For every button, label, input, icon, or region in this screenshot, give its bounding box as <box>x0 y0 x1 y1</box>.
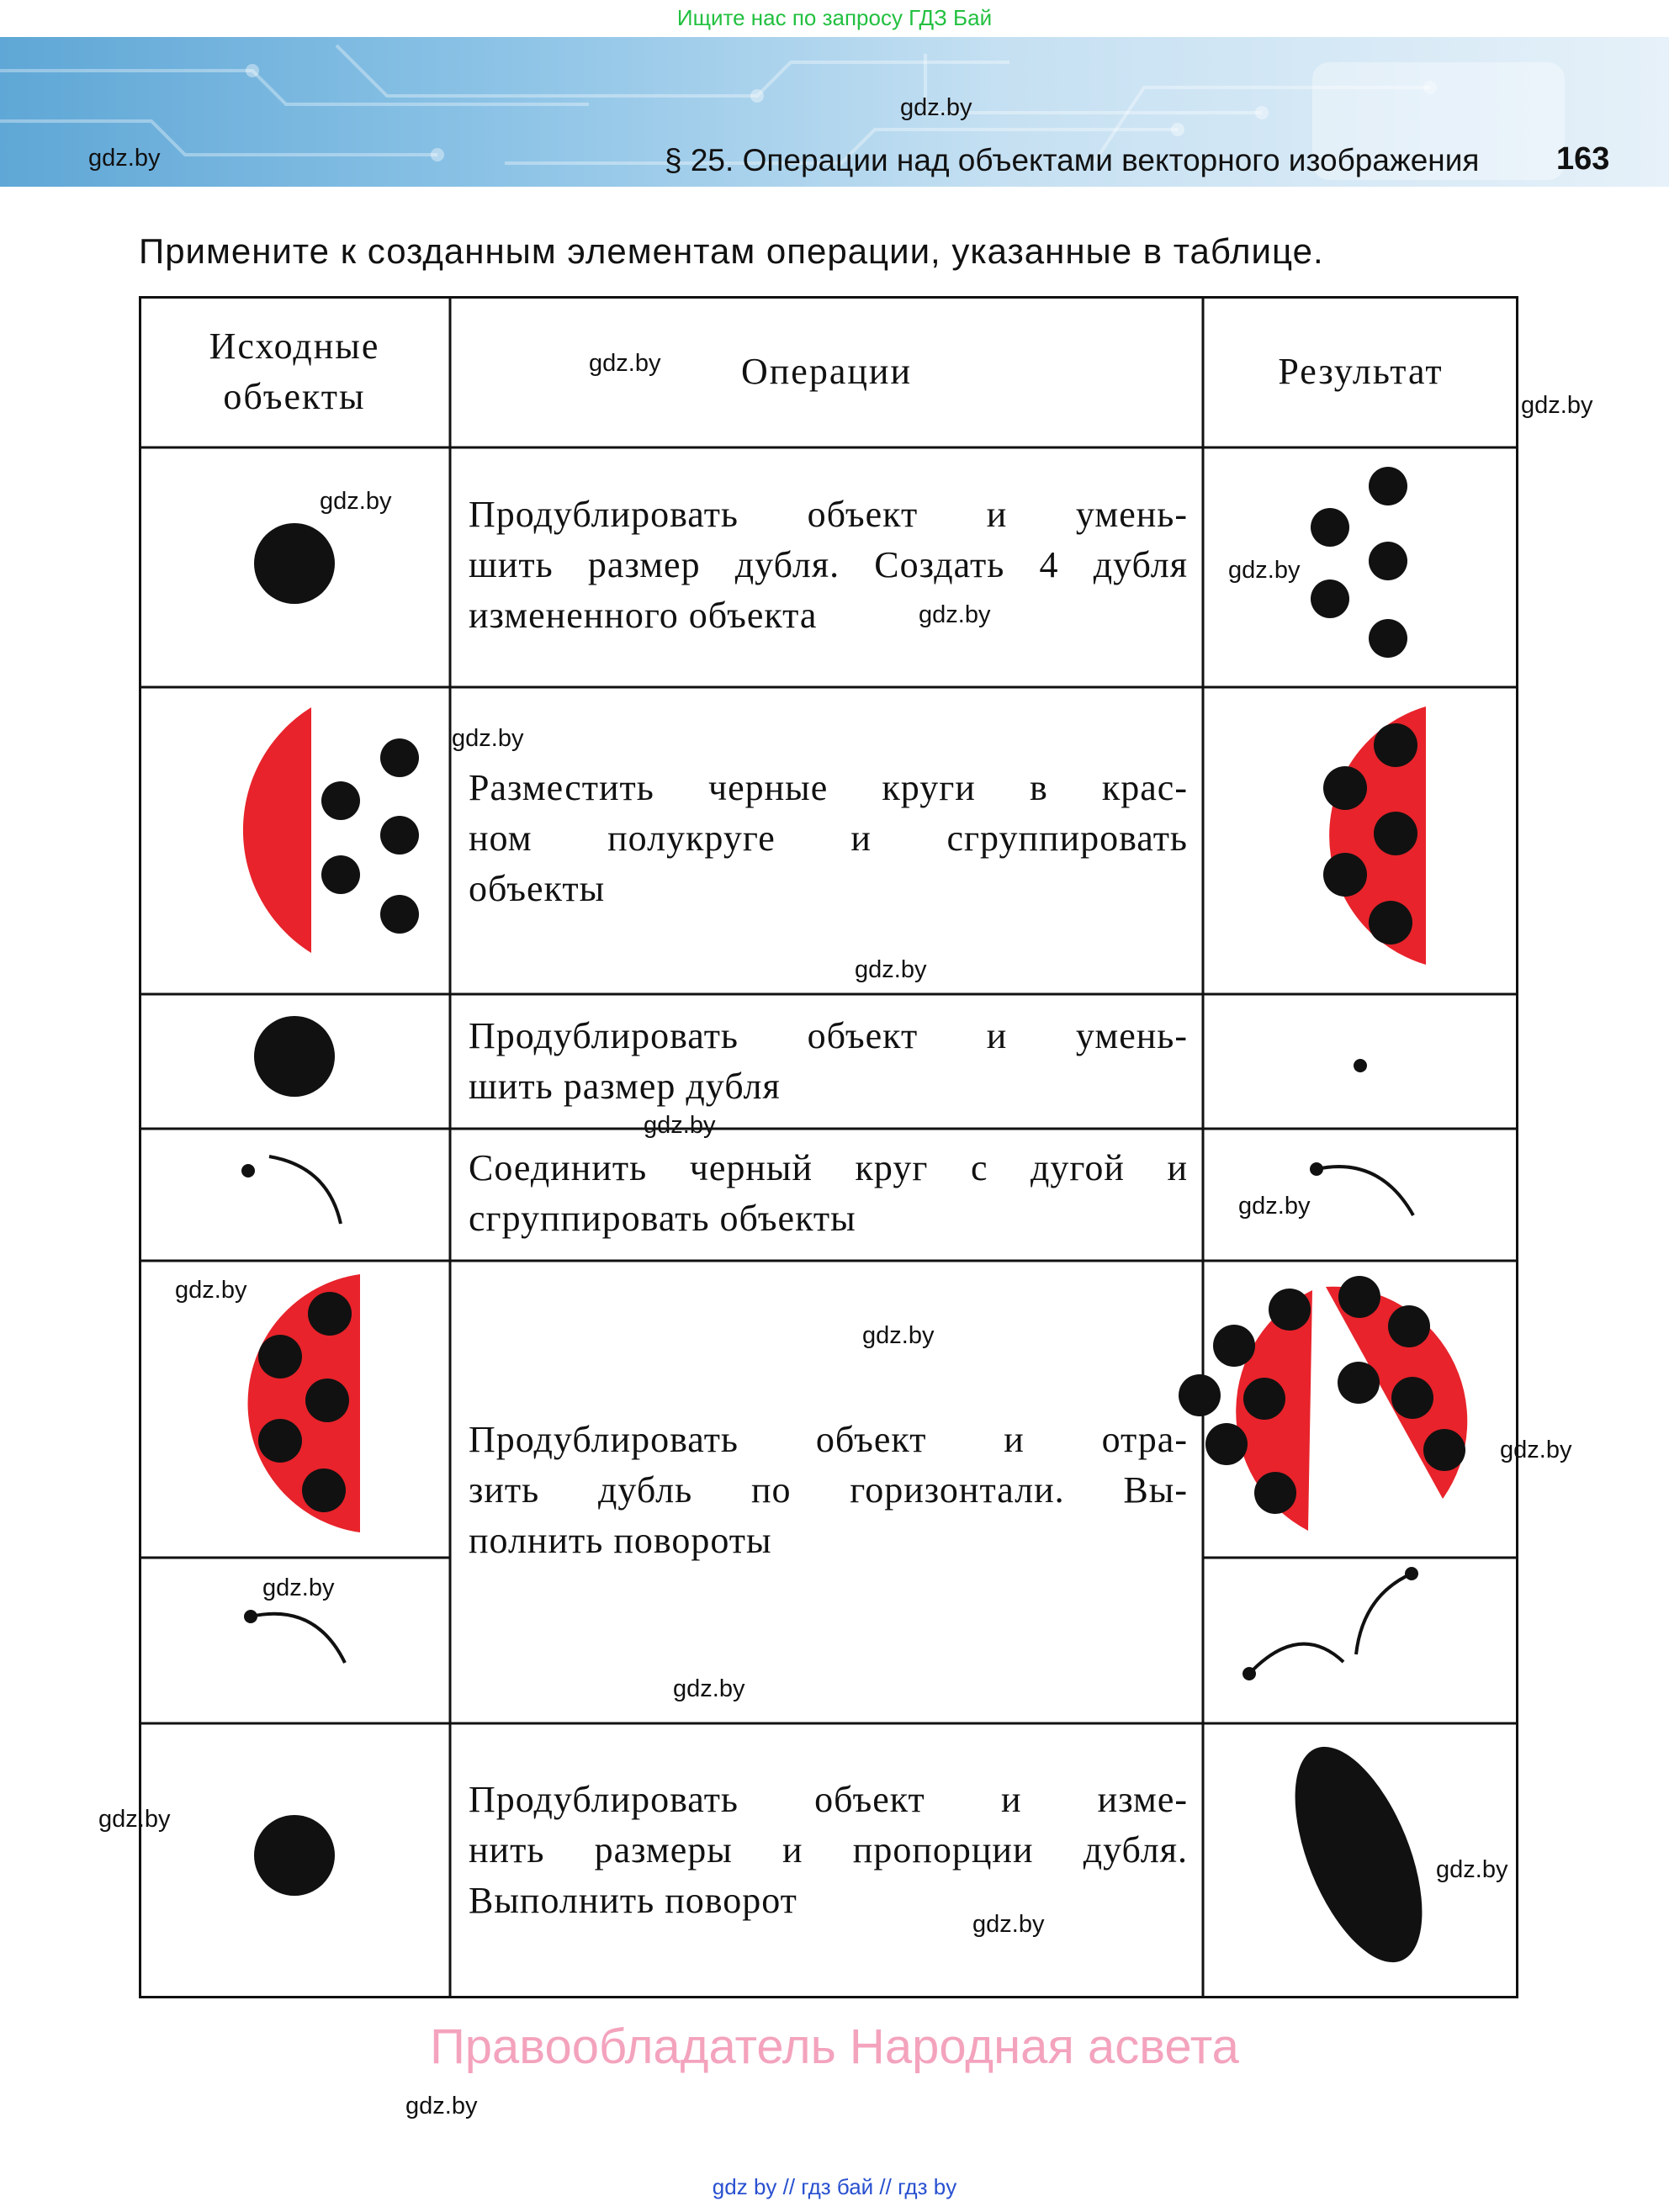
watermark: gdz.by <box>862 1322 935 1349</box>
operation-cell <box>469 1143 1188 1244</box>
instruction-text: Примените к созданным элементам операции, указанные в таблице. <box>139 231 1324 271</box>
operation-line: полнить повороты <box>469 1520 772 1561</box>
operation-line: Выполнить поворот <box>469 1880 797 1921</box>
operation-line: Продублировать объект и отра- <box>469 1419 1188 1460</box>
watermark: gdz.by <box>98 1806 171 1833</box>
watermark: gdz.by <box>1521 392 1593 419</box>
small-dot <box>241 1164 255 1177</box>
watermark: gdz.by <box>1436 1856 1508 1883</box>
black-dots <box>321 738 419 934</box>
arc <box>1317 1167 1413 1215</box>
watermark: gdz.by <box>1238 1193 1311 1220</box>
copyright-notice: Правообладатель Народная асвета <box>430 2019 1239 2074</box>
section-title: § 25. Операции над объектами векторного изображения <box>665 143 1480 177</box>
watermark: gdz.by <box>88 145 161 172</box>
watermark: gdz.by <box>972 1911 1045 1938</box>
operation-cell <box>469 763 1188 914</box>
operation-cell <box>469 1011 1188 1112</box>
watermark: gdz.by <box>1228 557 1301 584</box>
arc <box>1356 1574 1412 1654</box>
arc <box>251 1614 345 1663</box>
operation-line: шить размер дубля <box>469 1066 781 1107</box>
watermark: gdz.by <box>855 956 927 983</box>
operations-table <box>139 296 1518 1998</box>
operation-cell <box>469 489 1188 641</box>
red-semicircle <box>243 707 311 953</box>
header-operations: Операции <box>740 351 913 392</box>
header-source-line: объекты <box>223 376 366 417</box>
watermark: gdz.by <box>262 1574 335 1601</box>
watermark: gdz.by <box>405 2093 478 2119</box>
operation-cell <box>469 1775 1188 1926</box>
watermark: gdz.by <box>900 94 972 121</box>
operation-line: Продублировать объект и умень- <box>469 1015 1188 1056</box>
operation-line: Продублировать объект и умень- <box>469 494 1188 535</box>
operation-line: Соединить черный круг с дугой и <box>469 1147 1188 1188</box>
black-circle <box>254 523 335 604</box>
arc <box>269 1156 341 1224</box>
watermark: gdz.by <box>589 350 661 377</box>
arc <box>1249 1644 1343 1674</box>
operation-line: ном полукруге и сгруппировать <box>469 818 1188 859</box>
operation-line: зить дубль по горизонтали. Вы- <box>469 1469 1188 1511</box>
small-dot <box>1354 1059 1367 1072</box>
operation-line: объекты <box>469 868 606 909</box>
watermark: gdz.by <box>452 725 524 752</box>
operation-line: нить размеры и пропорции дубля. <box>469 1829 1188 1871</box>
watermark: gdz.by <box>320 488 392 515</box>
five-small-circles <box>1311 467 1407 658</box>
watermark: gdz.by <box>175 1277 247 1304</box>
header-source-line: Исходные <box>209 325 380 367</box>
watermark: gdz.by <box>919 601 991 628</box>
header-result: Результат <box>1278 351 1444 392</box>
black-circle <box>254 1016 335 1097</box>
operation-line: Продублировать объект и изме- <box>469 1779 1188 1820</box>
watermark: gdz.by <box>1500 1437 1572 1463</box>
operation-line: Разместить черные круги в крас- <box>469 767 1188 808</box>
black-circle <box>254 1815 335 1896</box>
header-source <box>139 321 450 422</box>
operation-cell <box>469 1415 1188 1566</box>
ladybug-body <box>1179 1276 1467 1531</box>
operation-line: измененного объекта <box>469 595 818 636</box>
watermark: gdz.by <box>644 1112 716 1139</box>
footer-links[interactable]: gdz by // гдз бай // гдз by <box>712 2174 957 2199</box>
top-banner: Ищите нас по запросу ГДЗ Бай <box>0 0 1669 35</box>
black-ellipse <box>1269 1729 1448 1979</box>
operation-line: сгруппировать объекты <box>469 1198 856 1239</box>
page-number: 163 <box>1556 141 1610 177</box>
watermark: gdz.by <box>673 1675 745 1702</box>
operation-line: шить размер дубля. Создать 4 дубля <box>469 544 1188 585</box>
